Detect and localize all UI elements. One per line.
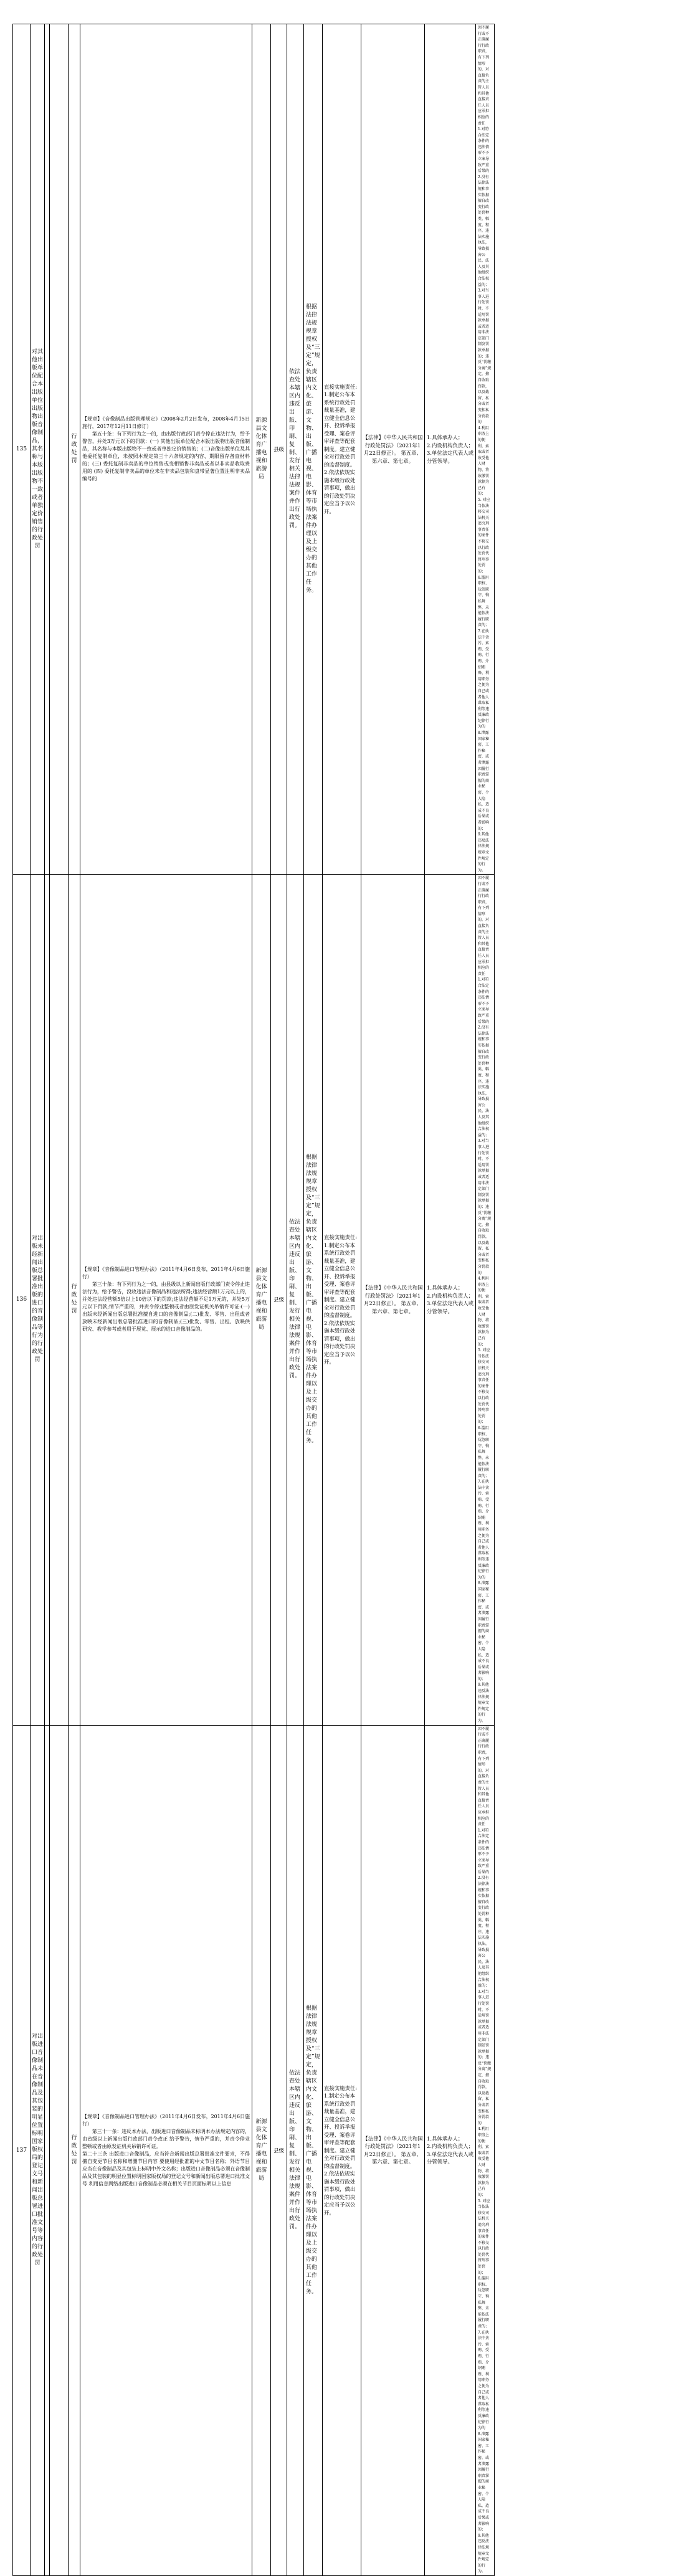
liability-list: 因不履行或不正确履行行政职责，有下列情形的，对直接负责的主管人员和其他直接责任人员应承担相应的责任 1.对符合法定条件的违法情形不予立案导致严重后果的 2.没有法律法规和事实依据 擅自改变行政处罚种类、幅度、程序，违法实施执法，导致损害公民、法人及其他组织合法权益的； 3.对当事人进行处罚时，不适用罚款单据或者适用非法定部门制发罚款单据的；违反“罚缴分离”规定，擅自收取罚款，以及截留、私分或者变相私分罚款的 4.利用职务上的便利，索取或者收受他人财物、将收缴罚款据为己有的； 5. 对应当依法移交司法机关追究刑事责任的案件不移交 以行政处罚代替刑事处罚的； 6.滥用职权、玩忽职守、徇私舞弊，未能依法履行职责的； 7.在执法中贪污、索贿、受贿、行贿、介绍贿赂、利用职务之便为自己或者他人谋取私利等违反廉政纪律行为的 8.泄露国家秘密、工作秘密，或者泄露因履行职责掌握的商业秘密、个人隐私，造成不良后果或者影响的； 9.其他违反法律法规规章文件规定的行为。 [476,1725,495,2575]
department: 新源县文化体育广播电视和旅游局 [252,1725,271,2575]
law-reference: 【法律】《中华人民共和国行政处罚法》（2021年1月22日修正）。 第五章、第六章、第七章。 [361,1725,425,2575]
exec-responsibility: 直接实施责任: 1.制定公布本系统行政处罚裁量基准，建立健全信息公开、投诉举报受理、案卷评审评查等配套制度。建立健全对行政处罚的监督制度。 2.依法依规实施本级行政处罚事项，做出的行政处罚决定应当予以公开。 [323,875,361,1725]
item-name: 对出版未经新闻出版总署批准出版的进口的音像制品等行为的行政处罚 [31,875,45,1725]
item-type: 行政处罚 [69,875,80,1725]
empty-cell [50,24,69,875]
item-content: 依法查处本辖区内违反出版、印刷、复制、发行相关法律法规案件并作出行政处罚。 [287,1725,304,2575]
liability-list: 因不履行或不正确履行行政职责，有下列情形的，对直接负责的主管人员和其他直接责任人员应承担相应的责任 1.对符合法定条件的违法情形不予立案导致严重后果的 2.没有法律法规和事实依据 擅自改变行政处罚种类、幅度、程序，违法实施执法，导致损害公民、法人及其他组织合法权益的； 3.对当事人进行处罚时，不适用罚款单据或者适用非法定部门制发罚款单据的；违反“罚缴分离”规定，擅自收取罚款，以及截留、私分或者变相私分罚款的 4.利用职务上的便利，索取或者收受他人财物、将收缴罚款据为己有的； 5. 对应当依法移交司法机关追究刑事责任的案件不移交 以行政处罚代替刑事处罚的； 6.滥用职权、玩忽职守、徇私舞弊，未能依法履行职责的； 7.在执法中贪污、索贿、受贿、行贿、介绍贿赂、利用职务之便为自己或者他人谋取私利等违反廉政纪律行为的 8.泄露国家秘密、工作秘密，或者泄露因履行职责掌握的商业秘密、个人隐私，造成不良后果或者影响的； 9.其他违反法律法规规章文件规定的行为。 [476,875,495,1725]
level: 县级 [271,1725,287,2575]
level: 县级 [271,875,287,1725]
item-type: 行政处罚 [69,1725,80,2575]
responsibility-table [12,24,657,2576]
basis-body: 第三十一条：违反本办法，出版进口音像制品未标明本办法规定内容的，由省级以上新闻出版行政部门责令改正 给予警告，情节严重的，并责令停业整顿或者由原发证机关吊销许可证。 第二十三条 出版进口音像制品，应当符合新闻出版总署批准文件要求，不得擅自变更节目名称和增删节目内容 要使用经批准的中文节目名称；外语节目应当在音像制品及其包装上标明中外文名称；出版进口音像制品必须在音像制品及其包装的明显位置标明国家版权局的登记文号和新闻出版总署进口批准文号 利用信息网络出版进口音像制品必须在相关节目页面标明以上信息 [82,2128,250,2187]
item-type: 行政处罚 [69,24,80,875]
department: 新源县文化体育广播电视和旅游局 [252,24,271,875]
table-row [13,1725,657,2575]
basis-body: 第五十条：有下列行为之一的，由出版行政部门责令停止违法行为，给予警告，并处3万元以下的罚款：(一) 其他出版单位配合本版出版物出版音像制品，其名称与本版出版物不一致或者单独定价销售的；(二)音像出版单位及其他委托复制单位，未按照本规定第三十六条规定的内容、期限留存备查材料的；(三) 委托复制非卖品的单位销售或变相销售非卖品或者以非卖品收取费用的 (四) 委托复制非卖品的单位未在非卖品包装和盘带显著位置注明非卖品编号的 [82,431,250,482]
table-row [13,24,657,875]
table-row [13,875,657,1725]
department: 新源县文化体育广播电视和旅游局 [252,875,271,1725]
basis-title: 【规章】《音像制品进口管理办法》（2011年4月6日发布，2011年4月6日施行） [82,1267,250,1280]
item-content: 依法查处本辖区内违反出版、印刷、复制、发行相关法律法规案件并作出行政处罚。 [287,24,304,875]
duty-basis: 根据法律法规规章授权及“三定”规定，负责辖区内文化、旅游、文物、出版、广播电视、电影、体育等市场执法案件办理以及上级交办的其他工作任务。 [304,875,323,1725]
law-reference: 【法律】《中华人民共和国行政处罚法》（2021年1月22日修正）。 第五章、第六章、第七章。 [361,24,425,875]
row-number: 136 [13,875,31,1725]
basis-body: 第三十条：有下列行为之一的，由县级以上新闻出版行政部门责令停止违法行为，给予警告，没收违法音像制品和违法所得;违法经营额1万元以上的，并处违法经营额5倍以上10倍以下的罚款;违法经营额不足1万元的，并处5万元以下罚款;情节严重的，并责令停业整顿或者由原发证机关吊销许可证:(一)出版未经新闻出版总署批准擅自进口的音像制品;(二)批发、零售、出租或者放映未经新闻出版总署批准进口的音像制品;(三)批发、零售、出租、放映供研究、教学参考或者用于展览、展示的进口音像制品的。 [82,1281,250,1333]
duty-basis: 根据法律法规规章授权及“三定”规定，负责辖区内文化、旅游、文物、出版、广播电视、电影、体育等市场执法案件办理以及上级交办的其他工作任务。 [304,24,323,875]
item-content: 依法查处本辖区内违反出版、印刷、复制、发行相关法律法规案件并作出行政处罚。 [287,875,304,1725]
exec-responsibility: 直接实施责任: 1.制定公布本系统行政处罚裁量基准，建立健全信息公开、投诉举报受理、案卷评审评查等配套制度。建立健全对行政处罚的监督制度。 2.依法依规实施本级行政处罚事项，做出的行政处罚决定应当予以公开。 [323,1725,361,2575]
legal-basis [80,24,252,875]
duty-basis: 根据法律法规规章授权及“三定”规定，负责辖区内文化、旅游、文物、出版、广播电视、电影、体育等市场执法案件办理以及上级交办的其他工作任务。 [304,1725,323,2575]
empty-cell [45,875,50,1725]
empty-cell [50,875,69,1725]
liability-list: 因不履行或不正确履行行政职责，有下列情形的，对直接负责的主管人员和其他直接责任人员应承担相应的责任 1.对符合法定条件的违法情形不予立案导致严重后果的 2.没有法律法规和事实依据 擅自改变行政处罚种类、幅度、程序，违法实施执法，导致损害公民、法人及其他组织合法权益的； 3.对当事人进行处罚时，不适用罚款单据或者适用非法定部门制发罚款单据的；违反“罚缴分离”规定，擅自收取罚款，以及截留、私分或者变相私分罚款的 4.利用职务上的便利，索取或者收受他人财物、将收缴罚款据为己有的； 5. 对应当依法移交司法机关追究刑事责任的案件不移交 以行政处罚代替刑事处罚的； 6.滥用职权、玩忽职守、徇私舞弊，未能依法履行职责的； 7.在执法中贪污、索贿、受贿、行贿、介绍贿赂、利用职务之便为自己或者他人谋取私利等违反廉政纪律行为的 8.泄露国家秘密、工作秘密，或者泄露因履行职责掌握的商业秘密、个人隐私，造成不良后果或者影响的； 9.其他违反法律法规规章文件规定的行为。 [476,24,495,875]
item-name: 对其他出版单位配合本出版单位出版物出版音像制品，其名称与本版出版物不一致或者单独定价销售的行政处罚 [31,24,45,875]
empty-cell [50,1725,69,2575]
empty-cell [45,1725,50,2575]
exec-responsibility: 直接实施责任: 1.制定公布本系统行政处罚裁量基准，建立健全信息公开、投诉举报受理、案卷评审评查等配套制度。建立健全对行政处罚的监督制度。 2.依法依规实施本级行政处罚事项，做出的行政处罚决定应当予以公开。 [323,24,361,875]
basis-title: 【规章】《音像制品出版管理规定》（2008年2月2日发布，2008年4月15日施行，2017年12月11日修订） [82,416,250,430]
legal-basis [80,875,252,1725]
empty-cell [45,24,50,875]
responsible-subject: 1.具体承办人； 2.内设机构负责人； 3.单位法定代表人或分管领导。 [425,1725,476,2575]
row-number: 137 [13,1725,31,2575]
responsible-subject: 1.具体承办人； 2.内设机构负责人； 3.单位法定代表人或分管领导。 [425,875,476,1725]
item-name: 对出版进口音像制品未在音像制品及其包装的明显位置标明国家版权局的登记文号和新闻出版总署进口批准文号等内容的行政处罚 [31,1725,45,2575]
basis-title: 【规章】《音像制品进口管理办法》（2011年4月6日发布，2011年4月6日施行） [82,2113,250,2127]
law-reference: 【法律】《中华人民共和国行政处罚法》（2021年1月22日修正）。 第五章、第六章、第七章。 [361,875,425,1725]
responsible-subject: 1.具体承办人； 2.内设机构负责人； 3.单位法定代表人或分管领导。 [425,24,476,875]
row-number: 135 [13,24,31,875]
level: 县级 [271,24,287,875]
legal-basis [80,1725,252,2575]
